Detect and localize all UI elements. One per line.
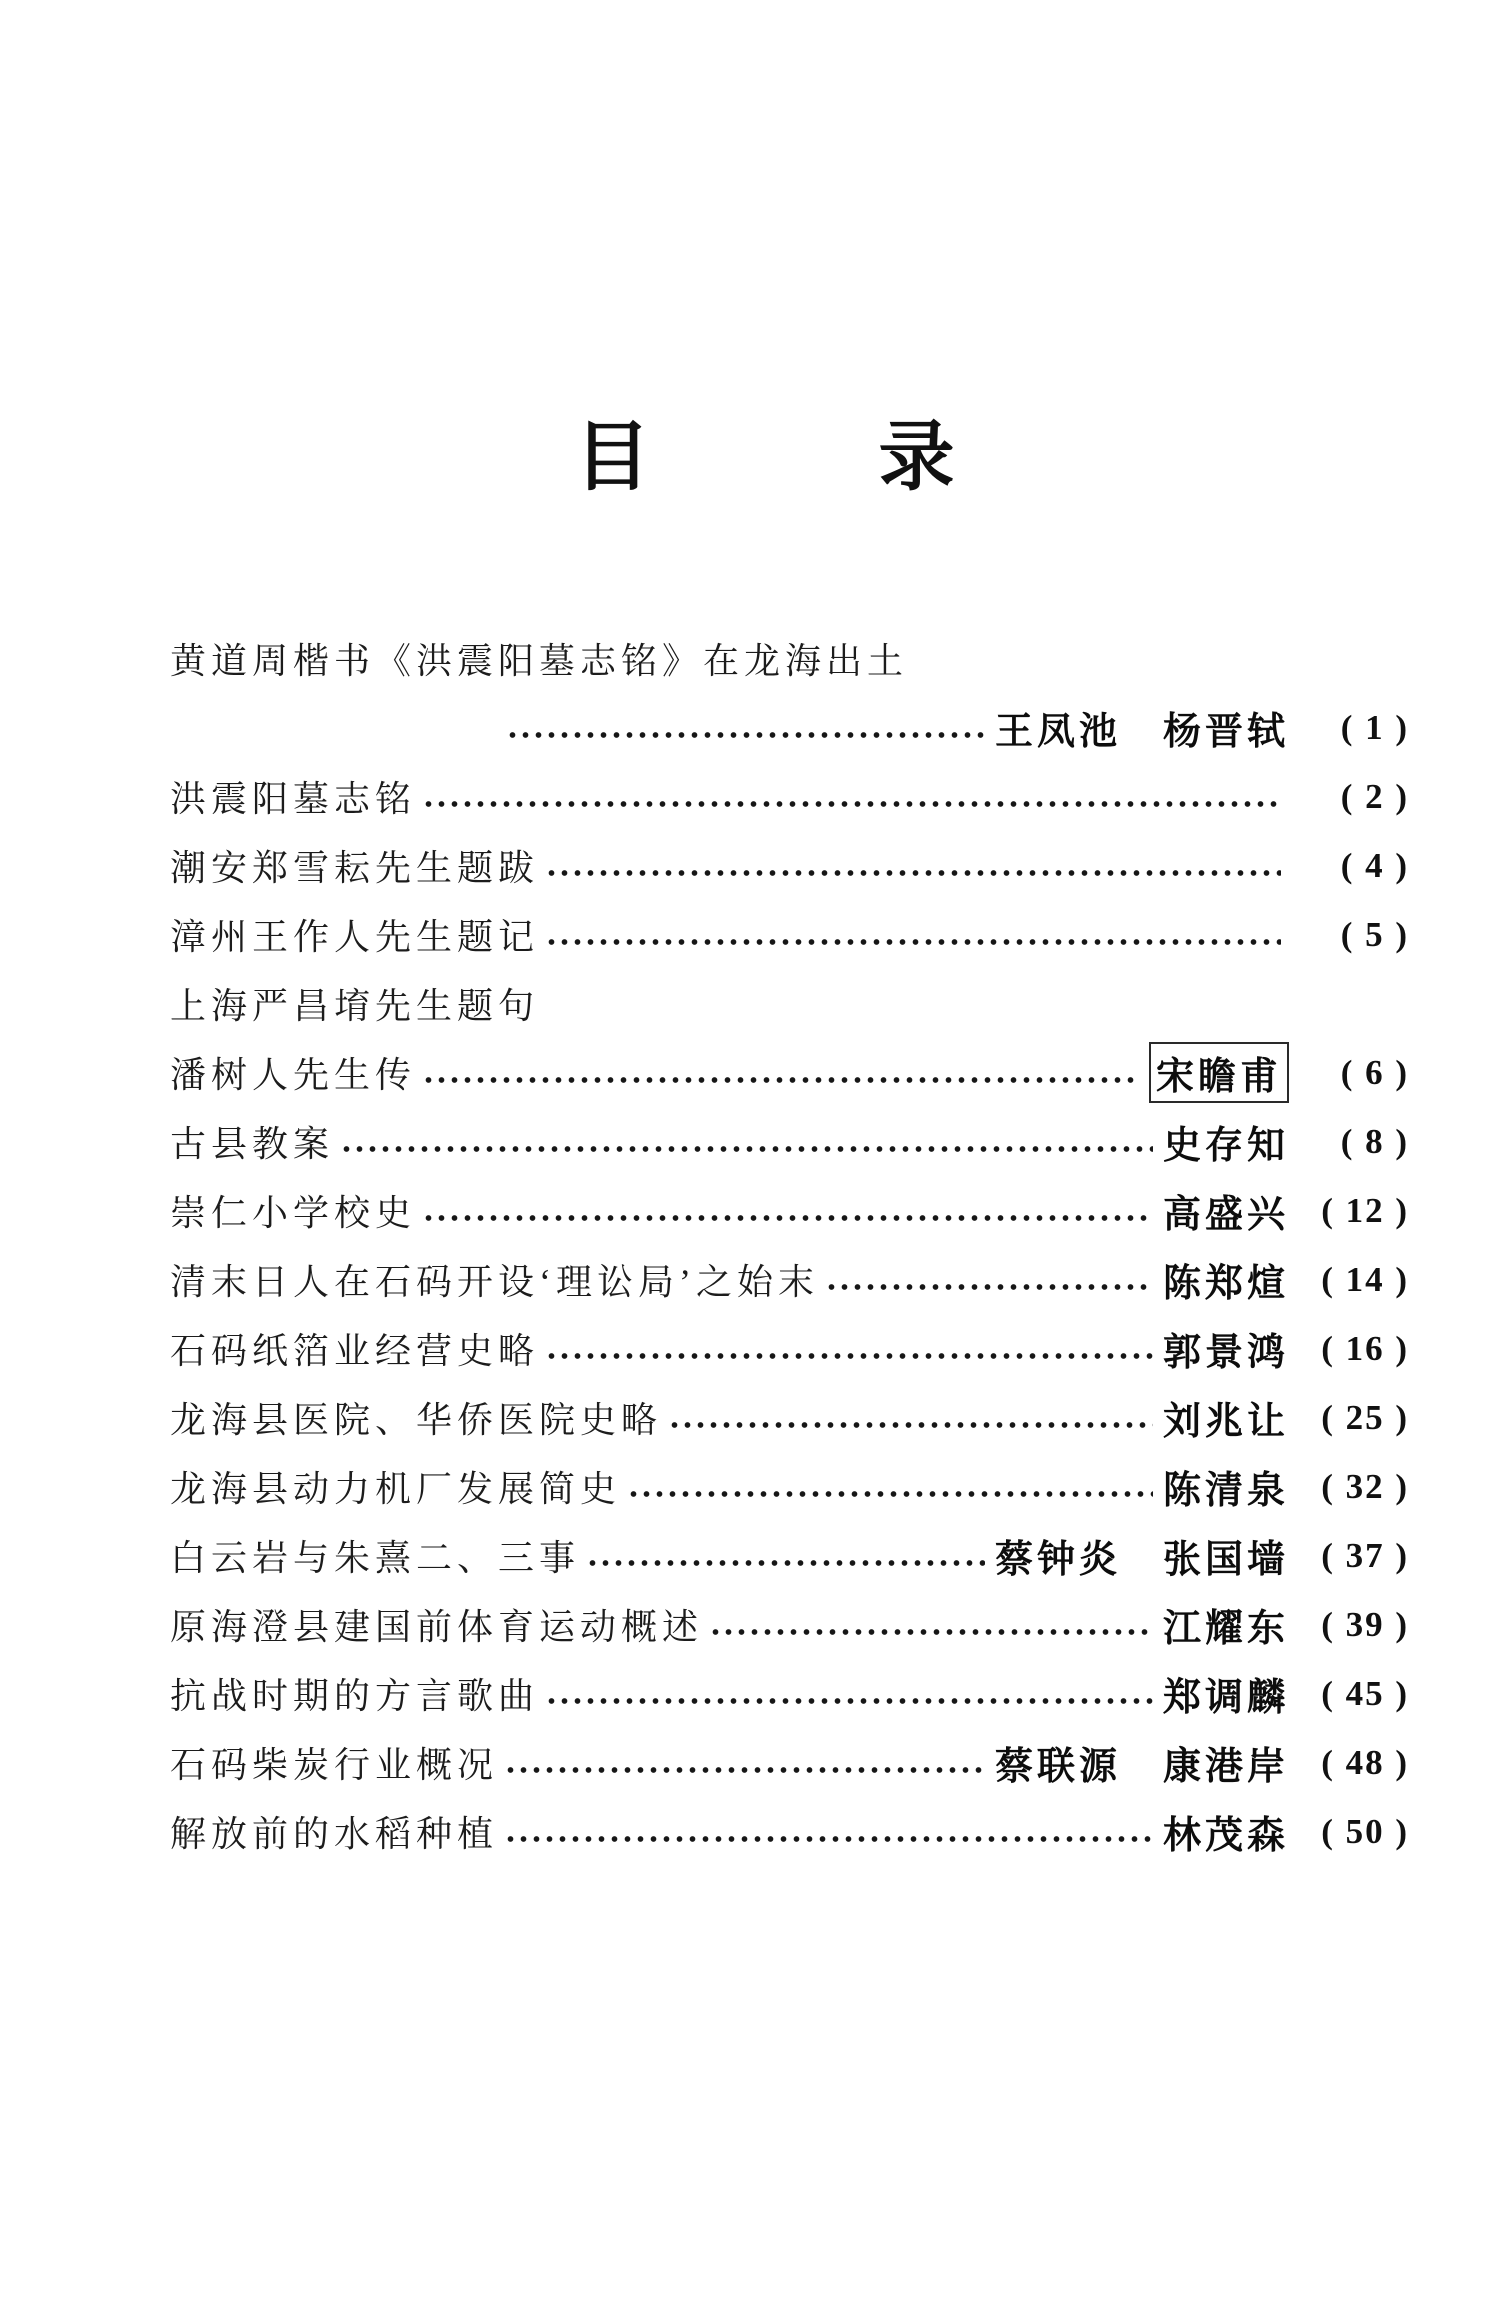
toc-row: [170, 1245, 1409, 1314]
entry-authors: 史存知: [1162, 1125, 1289, 1167]
entry-authors: 郭景鸿: [1162, 1332, 1289, 1374]
entry-page: ( 2 ): [1340, 776, 1409, 816]
dot-leader: [504, 1728, 985, 1797]
entry-title: 潘树人先生传: [170, 1055, 417, 1095]
dot-leader: [504, 1797, 1153, 1866]
entry-page: ( 48 ): [1321, 1742, 1409, 1782]
entry-title: 黄道周楷书《洪震阳墓志铭》在龙海出土: [170, 641, 909, 681]
entry-authors: 蔡钟炎 张国墙: [994, 1539, 1289, 1581]
entry-title: 清末日人在石码开设‘理讼局’之始末: [170, 1262, 819, 1302]
toc-row: [170, 1728, 1409, 1797]
entry-authors: 江耀东: [1162, 1608, 1289, 1650]
toc-row: [170, 762, 1409, 831]
toc-row: [170, 624, 1409, 693]
entry-title: 崇仁小学校史: [170, 1193, 417, 1233]
toc-row: [170, 1659, 1409, 1728]
dot-leader: [506, 693, 985, 762]
dot-leader: [627, 1452, 1153, 1521]
entry-title: 解放前的水稻种植: [170, 1814, 499, 1854]
entry-title: 石码纸箔业经营史略: [170, 1331, 540, 1371]
entry-page: ( 1 ): [1340, 707, 1409, 747]
toc-row: [170, 1797, 1409, 1866]
toc-row: [170, 1038, 1409, 1107]
dot-leader: [340, 1107, 1153, 1176]
dot-leader: [709, 1590, 1153, 1659]
entry-authors: 高盛兴: [1162, 1194, 1289, 1236]
entry-title: 上海严昌堉先生题句: [170, 986, 540, 1026]
toc-row: [170, 1176, 1409, 1245]
entry-page: ( 25 ): [1321, 1397, 1409, 1437]
entry-page: ( 4 ): [1340, 845, 1409, 885]
entry-page: ( 37 ): [1321, 1535, 1409, 1575]
entry-authors: 郑调麟: [1162, 1677, 1289, 1719]
toc-row: [170, 1521, 1409, 1590]
toc-row: [170, 1452, 1409, 1521]
entry-title: 漳州王作人先生题记: [170, 917, 540, 957]
entry-title: 白云岩与朱熹二、三事: [170, 1538, 581, 1578]
entry-authors: 宋瞻甫: [1149, 1042, 1289, 1103]
dot-leader: [668, 1383, 1153, 1452]
toc-row: [170, 1590, 1409, 1659]
toc-row: [170, 969, 1409, 1038]
toc-row: [170, 1383, 1409, 1452]
toc-row: [170, 900, 1409, 969]
dot-leader: [422, 762, 1281, 831]
page-title: 目 录: [574, 416, 955, 500]
entry-title: 原海澄县建国前体育运动概述: [170, 1607, 704, 1647]
entry-page: ( 50 ): [1321, 1811, 1409, 1851]
entry-page: ( 32 ): [1321, 1466, 1409, 1506]
entry-title: 抗战时期的方言歌曲: [170, 1676, 540, 1716]
entry-page: ( 14 ): [1321, 1259, 1409, 1299]
entry-authors: 刘兆让: [1162, 1401, 1289, 1443]
entry-authors: 蔡联源 康港岸: [994, 1746, 1289, 1788]
entry-page: ( 6 ): [1340, 1052, 1409, 1092]
dot-leader: [422, 1176, 1153, 1245]
entry-title: 石码柴炭行业概况: [170, 1745, 499, 1785]
entry-title: 龙海县动力机厂发展简史: [170, 1469, 622, 1509]
entry-page: ( 39 ): [1321, 1604, 1409, 1644]
toc-row: [170, 693, 1409, 762]
toc-row: [170, 1314, 1409, 1383]
entry-page: ( 5 ): [1340, 914, 1409, 954]
entry-title: 洪震阳墓志铭: [170, 779, 417, 819]
entry-page: ( 16 ): [1321, 1328, 1409, 1368]
entry-page: ( 12 ): [1321, 1190, 1409, 1230]
dot-leader: [545, 1314, 1153, 1383]
entry-page: ( 8 ): [1340, 1121, 1409, 1161]
toc-row: [170, 831, 1409, 900]
entry-authors: 林茂森: [1162, 1815, 1289, 1857]
entry-authors: 王凤池 杨晋轼: [994, 711, 1289, 753]
dot-leader: [586, 1521, 985, 1590]
dot-leader: [545, 831, 1281, 900]
entry-authors: 陈清泉: [1162, 1470, 1289, 1512]
entry-authors: 陈郑煊: [1162, 1263, 1289, 1305]
dot-leader: [422, 1038, 1139, 1107]
entry-page: ( 45 ): [1321, 1673, 1409, 1713]
dot-leader: [545, 1659, 1153, 1728]
toc-row: [170, 1107, 1409, 1176]
entry-title: 龙海县医院、华侨医院史略: [170, 1400, 663, 1440]
entry-title: 古县教案: [170, 1124, 335, 1164]
dot-leader: [545, 900, 1281, 969]
toc-list: [170, 624, 1409, 1866]
dot-leader: [825, 1245, 1153, 1314]
entry-title: 潮安郑雪耘先生题跋: [170, 848, 540, 888]
